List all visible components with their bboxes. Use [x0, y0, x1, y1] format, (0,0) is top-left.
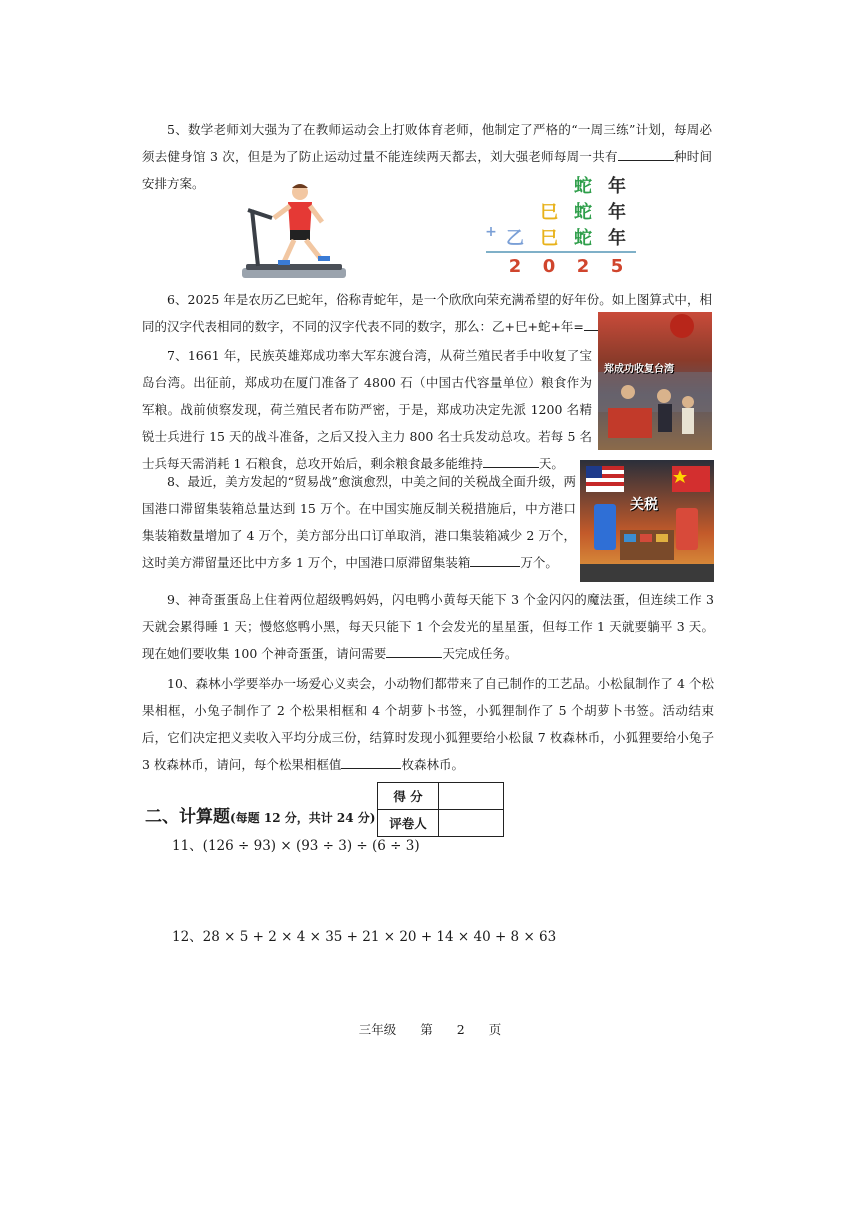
cipher-char: 巳: [540, 228, 558, 249]
problem-9: 9、神奇蛋蛋岛上住着两位超级鸭妈妈，闪电鸭小黄每天能下 3 个金闪闪的魔法蛋，但连续工作 3 天就会累得睡 1 天；慢悠悠鸭小黑，每天只能下 1 个会发光的星星蛋，但每工作 1 天就要躺平 3 天。现在她们要收集 100 个神奇蛋蛋，请问需要 天完成任务。: [142, 592, 714, 661]
answer-blank[interactable]: [618, 146, 674, 161]
answer-blank[interactable]: [483, 453, 539, 468]
image-caption: 郑成功收复台湾: [604, 364, 674, 375]
score-label: 得 分: [378, 783, 439, 810]
page-footer: [0, 1020, 860, 1038]
cipher-sum-line: [486, 251, 636, 253]
cipher-arithmetic: [478, 170, 638, 280]
cipher-result-digit: 2: [576, 256, 590, 277]
footer-page-number: 第 2 页: [420, 1022, 502, 1037]
answer-blank[interactable]: [470, 552, 520, 567]
cipher-result-digit: 0: [542, 256, 556, 277]
cipher-char: 巳: [540, 202, 558, 223]
problem-10: 10、森林小学要举办一场爱心义卖会，小动物们都带来了自己制作的工艺品。小松鼠制作了 4 个松果相框，小兔子制作了 2 个松果相框和 4 个胡萝卜书签，小狐狸制作了 5 个胡萝卜书签。活动结束后，它们决定把义卖收入平均分成三份，结算时发现小狐狸要给小松鼠 7 枚森林币，小狐狸要给小兔子 3 枚森林币，请问，每个松果相框值 枚森林币。: [142, 676, 714, 772]
cipher-char: 年: [608, 228, 626, 249]
section-2-note: (每题 12 分，共计 24 分): [230, 811, 376, 825]
cipher-char: 蛇: [574, 202, 592, 223]
treadmill-runner-icon: [238, 180, 350, 284]
cipher-result-digit: 5: [610, 256, 624, 277]
problem-5: 5、数学老师刘大强为了在教师运动会上打败体育老师，他制定了严格的“一周三练”计划，每周必须去健身馆 3 次，但是为了防止运动过量不能连续两天都去，刘大强老师每周一共有 种时间安排方案。: [142, 122, 712, 191]
answer-blank[interactable]: [341, 754, 401, 769]
calc-question-12: 12、28 × 5 + 2 × 4 × 35 + 21 × 20 + 14 × 40 + 8 × 63: [172, 929, 557, 945]
footer-grade: 三年级: [358, 1022, 397, 1037]
cipher-char: 年: [608, 202, 626, 223]
cipher-char: 年: [608, 176, 626, 197]
cipher-result-digit: 2: [508, 256, 522, 277]
problem-6: 6、2025 年是农历乙巳蛇年，俗称青蛇年，是一个欣欣向荣充满希望的好年份。如上图算式中，相同的汉字代表相同的数字，不同的汉字代表不同的数字，那么：乙+巳+蛇+年=: [142, 292, 712, 334]
image-caption: 关税: [630, 497, 658, 513]
tariff-war-image: [580, 460, 714, 582]
problem-7: 7、1661 年，民族英雄郑成功率大军东渡台湾，从荷兰殖民者手中收复了宝岛台湾。出征前，郑成功在厦门准备了 4800 石（中国古代容量单位）粮食作为军粮。战前侦察发现，荷兰殖民者布防严密，于是，郑成功决定先派 1200 名精锐士兵进行 15 天的战斗准备，之后又投入主力 800 名士兵发动总攻。若每 5 名士兵每天需消耗 1 石粮食，总攻开始后，剩余粮食最多能维持 天。: [142, 348, 592, 471]
grader-label: 评卷人: [378, 810, 439, 837]
calc-question-11: 11、(126 ÷ 93) × (93 ÷ 3) ÷ (6 ÷ 3): [172, 838, 420, 854]
cipher-char: 蛇: [574, 176, 592, 197]
cipher-plus: +: [485, 224, 497, 240]
score-field[interactable]: [439, 783, 504, 810]
answer-blank[interactable]: [386, 643, 442, 658]
score-table: [377, 782, 504, 837]
cipher-char: 乙: [506, 228, 524, 249]
grader-field[interactable]: [439, 810, 504, 837]
section-2-heading: 二、计算题(每题 12 分，共计 24 分): [145, 807, 376, 827]
zheng-chenggong-image: [598, 312, 712, 450]
problem-8: 8、最近，美方发起的“贸易战”愈演愈烈，中美之间的关税战全面升级，两国港口滞留集装箱总量达到 15 万个。在中国实施反制关税措施后，中方港口集装箱数量增加了 4 万个，美方部分出口订单取消，港口集装箱减少 2 万个，这时美方滞留量还比中方多 1 万个，中国港口原滞留集装箱 万个。: [142, 474, 576, 570]
cipher-char: 蛇: [574, 228, 592, 249]
